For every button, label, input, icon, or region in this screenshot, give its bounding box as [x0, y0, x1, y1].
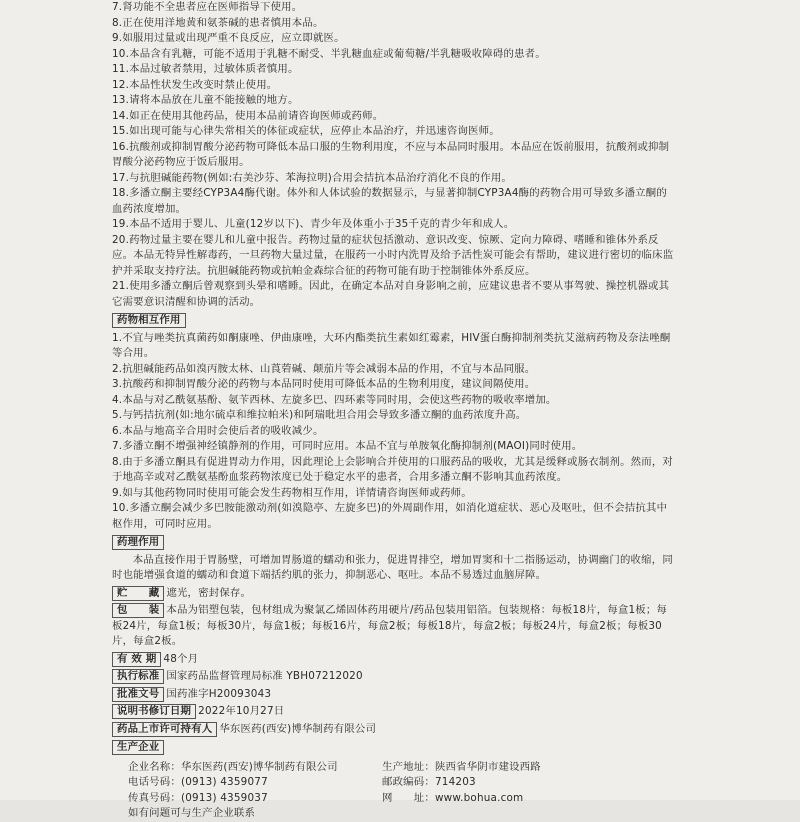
standard-label: 执行标准 [112, 669, 164, 684]
interaction-item: 3.抗酸药和抑制胃酸分泌的药物与本品同时使用可降低本品的生物利用度，建议间隔使用。 [112, 378, 536, 390]
license-holder-label: 药品上市许可持有人 [112, 722, 217, 737]
precaution-item: 15.如出现可能与心律失常相关的体征或症状，应停止本品治疗，并迅速咨询医师。 [112, 125, 500, 137]
company-contact-note: 如有问题可与生产企业联系 [128, 807, 256, 819]
precaution-item: 13.请将本品放在儿童不能接触的地方。 [112, 94, 299, 106]
interaction-item: 9.如与其他药物同时使用可能会发生药物相互作用，详情请咨询医师或药师。 [112, 486, 472, 499]
precaution-item: 19.本品不适用于婴儿、儿童(12岁以下)、青少年及体重小于35千克的青少年和成人。 [112, 218, 515, 230]
interaction-item: 2.抗胆碱能药品如溴丙胺太林、山莨菪碱、颠茄片等会减弱本品的作用，不宜与本品同服。 [112, 362, 536, 375]
precaution-item: 11.本品过敏者禁用，过敏体质者慎用。 [112, 63, 299, 75]
precaution-item: 14.如正在使用其他药品，使用本品前请咨询医师或药师。 [112, 109, 384, 122]
company-address: 生产地址：陕西省华阴市建设西路 [382, 760, 541, 773]
manufacturer-info [112, 760, 677, 822]
validity-label: 有 效 期 [112, 652, 161, 667]
pharmacology-text: 本品直接作用于胃肠壁，可增加胃肠道的蠕动和张力，促进胃排空，增加胃窦和十二指肠运动，协调幽门的收缩，同时也能增强食道的蠕动和食道下端括约肌的张力，抑制恶心、呕吐。本品不易透过血脑屏障。 [112, 553, 673, 581]
approval-label: 批准文号 [112, 687, 164, 702]
precautions-list [112, 0, 677, 310]
interaction-item: 10.多潘立酮会减少多巴胺能激动剂(如溴隐亭、左旋多巴)的外周副作用，如消化道症状、恶心及呕吐，但不会拮抗其中枢作用，可同时应用。 [112, 502, 668, 530]
pharmacology-heading: 药理作用 [112, 535, 164, 550]
company-phone: 电话号码：(0913) 4359077 [128, 776, 268, 788]
license-holder-value: 华东医药(西安)博华制药有限公司 [219, 722, 377, 735]
interaction-item: 4.本品与对乙酰氨基酚、氨苄西林、左旋多巴、四环素等同时用，会使这些药物的吸收率增加。 [112, 393, 557, 406]
interaction-item: 7.多潘立酮不增强神经镇静剂的作用，可同时应用。本品不宜与单胺氧化酶抑制剂(MAOI)同时使用。 [112, 440, 583, 452]
manufacturer-heading: 生产企业 [112, 740, 164, 755]
precaution-item: 7.肾功能不全患者应在医师指导下使用。 [112, 1, 303, 13]
interaction-item: 6.本品与地高辛合用时会使后者的吸收减少。 [112, 424, 324, 437]
package-label: 包 装 [112, 603, 164, 618]
precaution-item: 9.如服用过量或出现严重不良反应，应立即就医。 [112, 32, 345, 44]
precaution-item: 21.使用多潘立酮后曾观察到头晕和嗜睡。因此，在确定本品对自身影响之前，应建议患者不要从事驾驶、操控机器或其它需要意识清醒和协调的活动。 [112, 280, 670, 308]
company-fax: 传真号码：(0913) 4359037 [128, 791, 268, 804]
company-postcode: 邮政编码：714203 [382, 776, 476, 788]
company-website: 网 址：www.bohua.com [382, 791, 524, 804]
storage-value: 遮光，密封保存。 [166, 586, 252, 599]
interaction-item: 5.与钙拮抗剂(如:地尔硫卓和维拉帕米)和阿瑞吡坦合用会导致多潘立酮的血药浓度升高。 [112, 409, 527, 421]
revision-date-label: 说明书修订日期 [112, 704, 196, 719]
leaflet-content [112, 0, 677, 822]
validity-value: 48个月 [163, 652, 199, 665]
precaution-item: 10.本品含有乳糖，可能不适用于乳糖不耐受、半乳糖血症或葡萄糖/半乳糖吸收障碍的患者。 [112, 47, 546, 60]
precaution-item: 12.本品性状发生改变时禁止使用。 [112, 78, 278, 91]
revision-date-value: 2022年10月27日 [198, 705, 285, 717]
precaution-item: 18.多潘立酮主要经CYP3A4酶代谢。体外和人体试验的数据显示，与显著抑制CYP3A4酶的药物合用可导致多潘立酮的血药浓度增加。 [112, 187, 667, 215]
storage-label: 贮 藏 [112, 586, 164, 601]
interactions-heading: 药物相互作用 [112, 313, 186, 328]
precaution-item: 17.与抗胆碱能药物(例如:右美沙芬、苯海拉明)合用会拮抗本品治疗消化不良的作用。 [112, 171, 513, 184]
precaution-item: 16.抗酸剂或抑制胃酸分泌药物可降低本品口服的生物利用度，不应与本品同时服用。本品应在饭前服用，抗酸剂或抑制胃酸分泌药物应于饭后服用。 [112, 140, 670, 168]
package-value: 本品为铝塑包装，包材组成为聚氯乙烯固体药用硬片/药品包装用铝箔。包装规格：每板18片，每盒1板；每板24片，每盒1板；每板30片，每盒1板；每板16片，每盒2板；每板18片，每盒2板；每板24片，每盒2板；每板30片，每盒2板。 [112, 604, 668, 647]
precaution-item: 20.药物过量主要在婴儿和儿童中报告。药物过量的症状包括激动、意识改变、惊厥、定向力障碍、嗜睡和锥体外系反应。本品无特异性解毒药，一旦药物大量过量，在服药一小时内洗胃及给予活性炭可能会有帮助，建议进行密切的临床监护并采取支持疗法。抗胆碱能药物或抗帕金森综合征的药物可能有助于控制锥体外系反应。 [112, 233, 674, 277]
interactions-list [112, 331, 677, 533]
standard-value: 国家药品监督管理局标准 YBH07212020 [166, 670, 363, 682]
approval-value: 国药准字H20093043 [166, 687, 272, 700]
interaction-item: 1.不宜与唑类抗真菌药如酮康唑、伊曲康唑，大环内酯类抗生素如红霉素，HIV蛋白酶抑制剂类抗艾滋病药物及奈法唑酮等合用。 [112, 331, 671, 359]
interaction-item: 8.由于多潘立酮具有促进胃动力作用，因此理论上会影响合并使用的口服药品的吸收，尤其是缓释或肠衣制剂。然而，对于地高辛或对乙酰氨基酚血浆药物浓度已处于稳定水平的患者，合用多潘立酮不影响其血药浓度。 [112, 455, 674, 483]
precaution-item: 8.正在使用洋地黄和氨茶碱的患者慎用本品。 [112, 16, 324, 29]
company-name: 企业名称：华东医药(西安)博华制药有限公司 [128, 760, 338, 773]
